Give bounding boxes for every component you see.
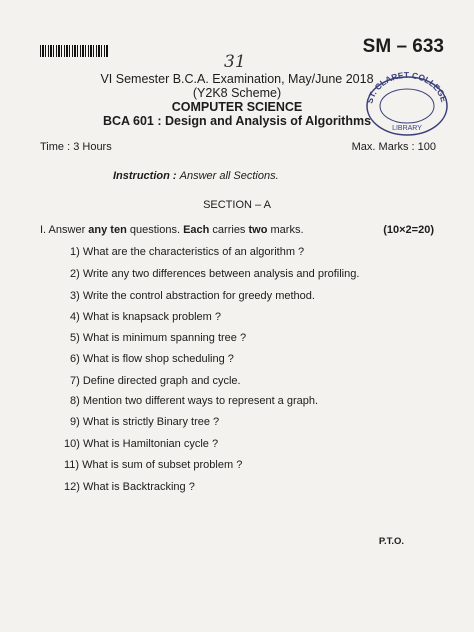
handwritten-page-number: 31 (224, 52, 246, 72)
question-item: 12) What is Backtracking ? (64, 481, 195, 493)
stamp-top-text: ST. CLARET COLLEGE (364, 69, 450, 105)
intro-bold: Each (183, 224, 210, 236)
question-item: 9) What is strictly Binary tree ? (70, 416, 220, 428)
question-item: 5) What is minimum spanning tree ? (70, 332, 247, 344)
subject: COMPUTER SCIENCE (171, 100, 303, 114)
exam-line: VI Semester B.C.A. Examination, May/June 2018 (100, 72, 374, 86)
intro-text: carries (209, 224, 249, 236)
pto-label: P.T.O. (378, 536, 404, 547)
intro-text: I. Answer (40, 224, 89, 236)
barcode (40, 45, 108, 57)
question-item: 1) What are the characteristics of an algorithm ? (70, 246, 305, 258)
intro-bold: two (248, 224, 268, 236)
instruction (113, 170, 279, 182)
section-title: SECTION – A (203, 199, 271, 211)
instruction-label: Instruction : (113, 170, 177, 182)
instruction-text: Answer all Sections. (179, 170, 279, 182)
question-item: 3) Write the control abstraction for greedy method. (70, 290, 315, 302)
library-stamp (364, 68, 450, 136)
max-marks: Max. Marks : 100 (351, 141, 436, 153)
intro-text: questions. (126, 224, 184, 236)
time-label: Time : 3 Hours (40, 141, 112, 153)
stamp-bottom-text: LIBRARY (392, 125, 422, 132)
intro-bold: any ten (88, 224, 127, 236)
svg-text:ST. CLARET COLLEGE (364, 70, 449, 105)
question-item: 8) Mention two different ways to represent a graph. (70, 395, 319, 407)
question-item: 6) What is flow shop scheduling ? (70, 353, 234, 365)
question-item: 7) Define directed graph and cycle. (70, 375, 241, 387)
question-item: 2) Write any two differences between analysis and profiling. (70, 268, 360, 280)
question-intro (40, 224, 304, 236)
scheme: (Y2K8 Scheme) (192, 86, 282, 100)
paper-code: SM – 633 (362, 36, 444, 57)
question-item: 10) What is Hamiltonian cycle ? (64, 438, 219, 450)
question-marks: (10×2=20) (383, 224, 434, 236)
question-item: 11) What is sum of subset problem ? (64, 459, 243, 471)
intro-text: marks. (267, 224, 304, 236)
question-item: 4) What is knapsack problem ? (70, 311, 222, 323)
course-title: BCA 601 : Design and Analysis of Algorithms (102, 114, 372, 128)
